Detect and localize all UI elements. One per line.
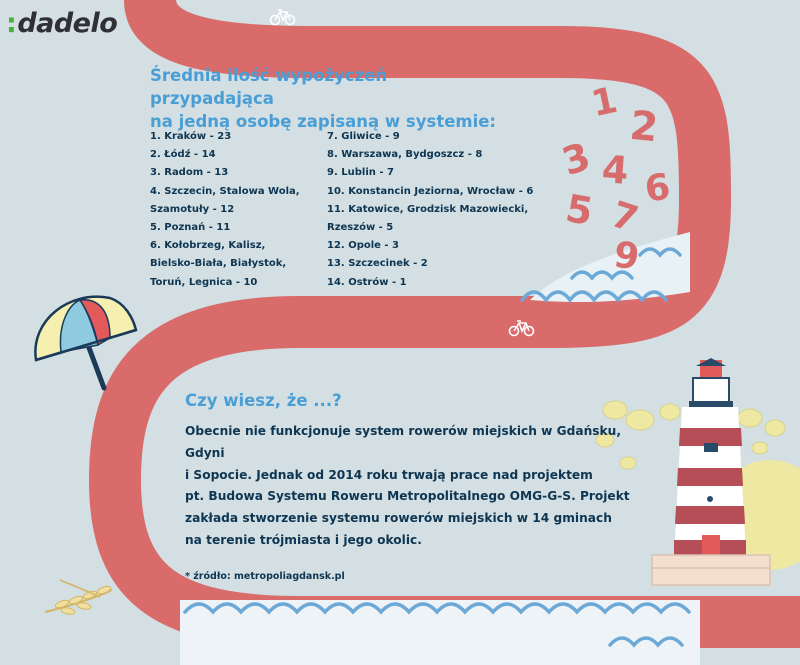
fact-line: pt. Budowa Systemu Roweru Metropolitalnego OMG-G-S. Projekt bbox=[185, 489, 630, 504]
ranking-item: 3. Radom - 13 bbox=[150, 167, 229, 179]
ranking-item: 1. Kraków - 23 bbox=[150, 131, 232, 142]
fact-line: Obecnie nie funkcjonuje system rowerów miejskich w Gdańsku, Gdyni bbox=[185, 424, 621, 460]
bicycle-icon bbox=[271, 10, 295, 25]
decor-number: 2 bbox=[627, 102, 661, 152]
ranking-item: 9. Lublin - 7 bbox=[327, 167, 394, 179]
fact-heading: Czy wiesz, że ...? bbox=[185, 391, 342, 410]
logo-text: dadelo bbox=[17, 8, 118, 39]
fact-line: na terenie trójmiasta i jego okolic. bbox=[185, 532, 422, 547]
logo-dots: : bbox=[6, 8, 17, 39]
ranking-item: Rzeszów - 5 bbox=[327, 222, 394, 234]
ranking-title-line-2: na jedną osobę zapisaną w systemie: bbox=[150, 112, 497, 131]
ranking-item: 5. Poznań - 11 bbox=[150, 222, 231, 234]
decor-number: 3 bbox=[556, 133, 596, 185]
source-note: * źródło: metropoliagdansk.pl bbox=[185, 571, 345, 582]
ranking-item: 12. Opole - 3 bbox=[327, 240, 400, 252]
fact-body bbox=[185, 421, 655, 552]
ranking-list-column-2 bbox=[327, 128, 542, 292]
ranking-list-column-1 bbox=[150, 128, 325, 292]
wheat-icon bbox=[45, 580, 112, 615]
decor-number: 5 bbox=[562, 186, 597, 234]
decor-number: 4 bbox=[600, 147, 630, 193]
ranking-item: 2. Łódź - 14 bbox=[150, 149, 216, 161]
fact-line: zakłada stworzenie systemu rowerów miejskich w 14 gminach bbox=[185, 511, 612, 526]
decor-number: 1 bbox=[588, 79, 622, 126]
ranking-item: 4. Szczecin, Stalowa Wola, bbox=[150, 185, 300, 197]
decor-number: 6 bbox=[642, 166, 673, 211]
decor-number: 7 bbox=[606, 194, 643, 241]
ranking-item: 6. Kołobrzeg, Kalisz, bbox=[150, 240, 266, 252]
ranking-item: Szamotuły - 12 bbox=[150, 203, 235, 215]
ranking-item: Bielsko-Biała, Białystok, bbox=[150, 258, 287, 270]
ranking-item: 14. Ostrów - 1 bbox=[327, 276, 407, 288]
ranking-item: Toruń, Legnica - 10 bbox=[150, 276, 258, 288]
ranking-item: 11. Katowice, Grodzisk Mazowiecki, bbox=[327, 203, 529, 215]
ranking-item: 10. Konstancin Jeziorna, Wrocław - 6 bbox=[327, 185, 534, 197]
decor-number: 9 bbox=[611, 234, 642, 279]
ranking-item: 13. Szczecinek - 2 bbox=[327, 258, 428, 270]
fact-line: i Sopocie. Jednak od 2014 roku trwają prace nad projektem bbox=[185, 467, 593, 482]
ranking-item: 8. Warszawa, Bydgoszcz - 8 bbox=[327, 149, 483, 161]
ranking-title-line-1: Średnia ilość wypożyczeń przypadająca bbox=[150, 66, 388, 108]
ranking-title bbox=[150, 64, 510, 133]
brand-logo[interactable] bbox=[6, 8, 117, 39]
ranking-item: 7. Gliwice - 9 bbox=[327, 131, 400, 142]
